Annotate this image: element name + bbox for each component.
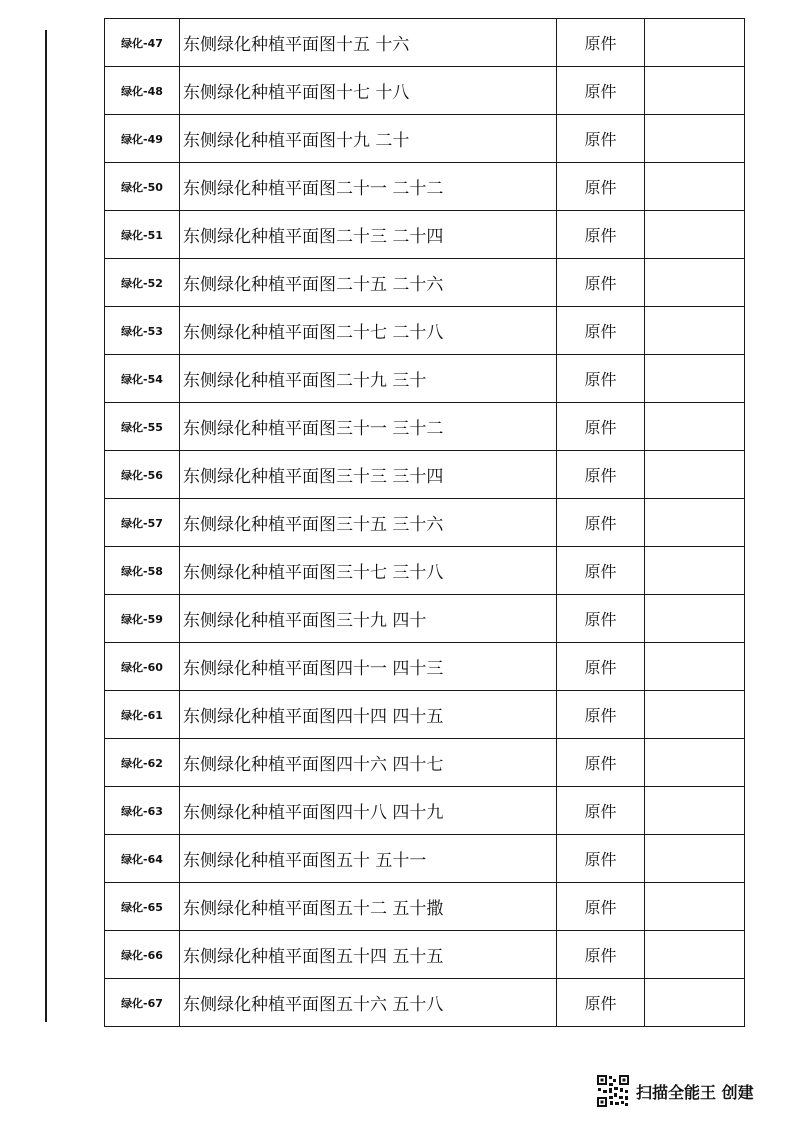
table-row	[105, 739, 745, 787]
drawing-code-cell: 绿化-67	[105, 979, 180, 1027]
note-cell	[645, 163, 745, 211]
drawing-name-cell: 东侧绿化种植平面图二十五 二十六	[180, 259, 557, 307]
table-row	[105, 787, 745, 835]
drawing-code-cell: 绿化-63	[105, 787, 180, 835]
drawing-name-cell: 东侧绿化种植平面图四十八 四十九	[180, 787, 557, 835]
drawing-name-cell: 东侧绿化种植平面图四十四 四十五	[180, 691, 557, 739]
note-cell	[645, 547, 745, 595]
copy-type-cell: 原件	[557, 931, 645, 979]
copy-type-cell: 原件	[557, 355, 645, 403]
drawing-code-cell: 绿化-48	[105, 67, 180, 115]
note-cell	[645, 307, 745, 355]
table-row	[105, 307, 745, 355]
copy-type-cell: 原件	[557, 307, 645, 355]
copy-type-cell: 原件	[557, 883, 645, 931]
note-cell	[645, 451, 745, 499]
drawing-name-cell: 东侧绿化种植平面图三十一 三十二	[180, 403, 557, 451]
note-cell	[645, 979, 745, 1027]
note-cell	[645, 259, 745, 307]
copy-type-cell: 原件	[557, 115, 645, 163]
note-cell	[645, 499, 745, 547]
copy-type-cell: 原件	[557, 403, 645, 451]
drawing-name-cell: 东侧绿化种植平面图二十一 二十二	[180, 163, 557, 211]
table-row	[105, 163, 745, 211]
copy-type-cell: 原件	[557, 979, 645, 1027]
note-cell	[645, 835, 745, 883]
table-row	[105, 403, 745, 451]
binding-margin-line	[45, 30, 47, 1022]
drawing-code-cell: 绿化-65	[105, 883, 180, 931]
drawing-name-cell: 东侧绿化种植平面图四十一 四十三	[180, 643, 557, 691]
drawing-code-cell: 绿化-50	[105, 163, 180, 211]
drawing-name-cell: 东侧绿化种植平面图五十四 五十五	[180, 931, 557, 979]
copy-type-cell: 原件	[557, 547, 645, 595]
drawing-code-cell: 绿化-57	[105, 499, 180, 547]
drawing-code-cell: 绿化-61	[105, 691, 180, 739]
copy-type-cell: 原件	[557, 595, 645, 643]
table-row	[105, 643, 745, 691]
drawing-code-cell: 绿化-66	[105, 931, 180, 979]
copy-type-cell: 原件	[557, 739, 645, 787]
drawing-name-cell: 东侧绿化种植平面图二十三 二十四	[180, 211, 557, 259]
drawing-name-cell: 东侧绿化种植平面图三十三 三十四	[180, 451, 557, 499]
drawing-name-cell: 东侧绿化种植平面图三十七 三十八	[180, 547, 557, 595]
copy-type-cell: 原件	[557, 499, 645, 547]
drawing-name-cell: 东侧绿化种植平面图三十九 四十	[180, 595, 557, 643]
drawing-code-cell: 绿化-53	[105, 307, 180, 355]
table-row	[105, 691, 745, 739]
table-row	[105, 547, 745, 595]
table-row	[105, 211, 745, 259]
note-cell	[645, 595, 745, 643]
copy-type-cell: 原件	[557, 19, 645, 67]
drawing-code-cell: 绿化-59	[105, 595, 180, 643]
copy-type-cell: 原件	[557, 691, 645, 739]
copy-type-cell: 原件	[557, 787, 645, 835]
copy-type-cell: 原件	[557, 259, 645, 307]
copy-type-cell: 原件	[557, 451, 645, 499]
drawing-code-cell: 绿化-49	[105, 115, 180, 163]
copy-type-cell: 原件	[557, 211, 645, 259]
note-cell	[645, 403, 745, 451]
note-cell	[645, 691, 745, 739]
copy-type-cell: 原件	[557, 163, 645, 211]
table-row	[105, 259, 745, 307]
drawing-name-cell: 东侧绿化种植平面图五十 五十一	[180, 835, 557, 883]
table-row	[105, 595, 745, 643]
table-row	[105, 931, 745, 979]
drawing-name-cell: 东侧绿化种植平面图十九 二十	[180, 115, 557, 163]
drawing-name-cell: 东侧绿化种植平面图五十二 五十撒	[180, 883, 557, 931]
drawing-code-cell: 绿化-62	[105, 739, 180, 787]
note-cell	[645, 739, 745, 787]
note-cell	[645, 67, 745, 115]
scanner-watermark	[596, 1071, 754, 1111]
drawing-code-cell: 绿化-58	[105, 547, 180, 595]
table-row	[105, 835, 745, 883]
drawing-code-cell: 绿化-55	[105, 403, 180, 451]
table-row	[105, 67, 745, 115]
drawing-name-cell: 东侧绿化种植平面图二十七 二十八	[180, 307, 557, 355]
drawing-name-cell: 东侧绿化种植平面图十七 十八	[180, 67, 557, 115]
drawing-code-cell: 绿化-47	[105, 19, 180, 67]
note-cell	[645, 211, 745, 259]
note-cell	[645, 115, 745, 163]
note-cell	[645, 19, 745, 67]
copy-type-cell: 原件	[557, 643, 645, 691]
drawing-list-table	[104, 18, 745, 1027]
note-cell	[645, 787, 745, 835]
drawing-list-body	[105, 19, 745, 1027]
drawing-name-cell: 东侧绿化种植平面图二十九 三十	[180, 355, 557, 403]
note-cell	[645, 883, 745, 931]
table-row	[105, 355, 745, 403]
table-row	[105, 115, 745, 163]
drawing-code-cell: 绿化-52	[105, 259, 180, 307]
drawing-code-cell: 绿化-64	[105, 835, 180, 883]
table-row	[105, 979, 745, 1027]
drawing-name-cell: 东侧绿化种植平面图四十六 四十七	[180, 739, 557, 787]
watermark-text: 扫描全能王 创建	[636, 1082, 754, 1102]
copy-type-cell: 原件	[557, 67, 645, 115]
note-cell	[645, 643, 745, 691]
drawing-code-cell: 绿化-54	[105, 355, 180, 403]
table-row	[105, 499, 745, 547]
table-row	[105, 19, 745, 67]
table-row	[105, 451, 745, 499]
note-cell	[645, 355, 745, 403]
drawing-code-cell: 绿化-51	[105, 211, 180, 259]
qr-code-icon	[596, 1074, 630, 1108]
drawing-name-cell: 东侧绿化种植平面图三十五 三十六	[180, 499, 557, 547]
table-row	[105, 883, 745, 931]
copy-type-cell: 原件	[557, 835, 645, 883]
drawing-name-cell: 东侧绿化种植平面图十五 十六	[180, 19, 557, 67]
drawing-code-cell: 绿化-56	[105, 451, 180, 499]
drawing-name-cell: 东侧绿化种植平面图五十六 五十八	[180, 979, 557, 1027]
drawing-code-cell: 绿化-60	[105, 643, 180, 691]
note-cell	[645, 931, 745, 979]
